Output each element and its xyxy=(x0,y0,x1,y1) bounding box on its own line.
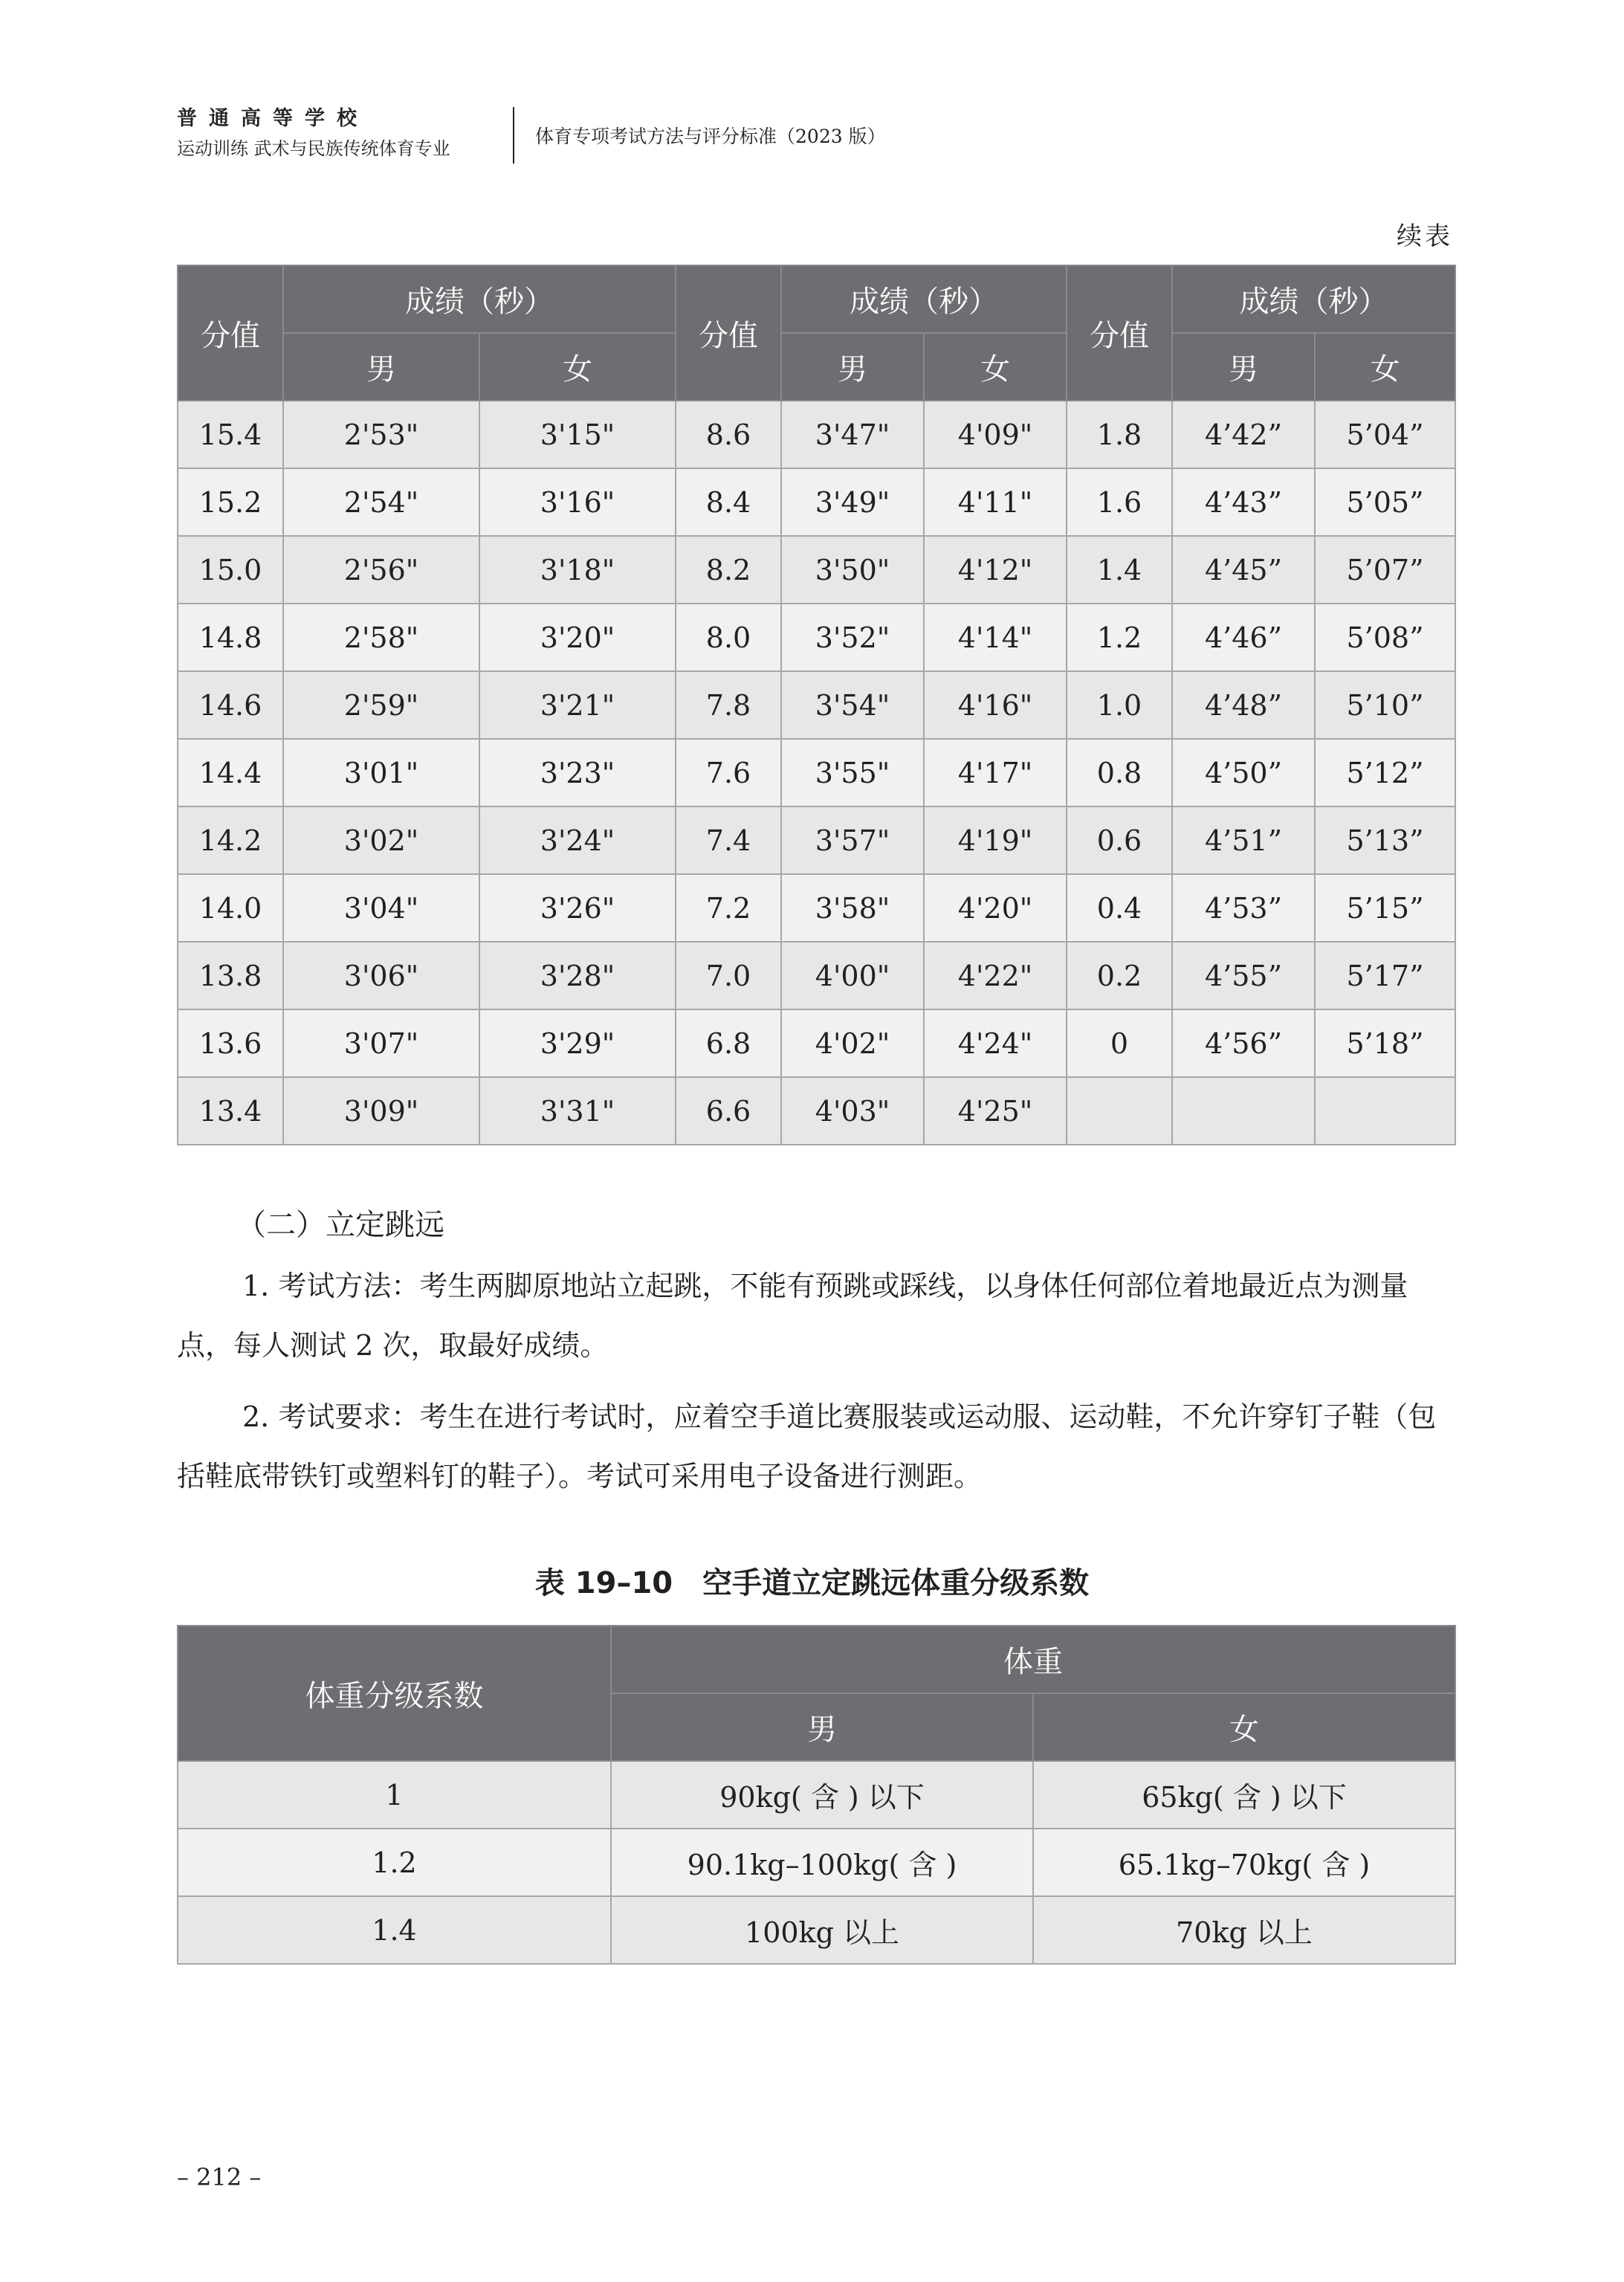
header-score: 分值 xyxy=(1067,265,1172,401)
paragraph-method: 1. 考试方法：考生两脚原地站立起跳，不能有预跳或踩线，以身体任何部位着地最近点为测量点，每人测试 2 次，取最好成绩。 xyxy=(177,1270,1408,1362)
table-cell: 3'52" xyxy=(781,604,924,671)
table-caption: 表 19–10 空手道立定跳远体重分级系数 xyxy=(534,1566,1090,1600)
table-cell: 4'22" xyxy=(924,942,1067,1009)
table-cell: 1.2 xyxy=(178,1829,611,1896)
table-cell: 4'09" xyxy=(924,401,1067,468)
table-cell: 2'59" xyxy=(283,671,479,739)
table-cell: 2'53" xyxy=(283,401,479,468)
table-row xyxy=(178,874,1455,942)
table-cell: 14.4 xyxy=(178,739,283,807)
table-cell: 4'12" xyxy=(924,536,1067,604)
table-cell: 4'25" xyxy=(924,1077,1067,1145)
table-cell: 3'18" xyxy=(479,536,676,604)
table-cell: 6.6 xyxy=(676,1077,781,1145)
table-cell: 3'23" xyxy=(479,739,676,807)
table-cell: 3'07" xyxy=(283,1009,479,1077)
table-cell: 4’53” xyxy=(1172,874,1315,942)
table-cell: 1.8 xyxy=(1067,401,1172,468)
table-row xyxy=(178,604,1455,671)
table-cell: 4’45” xyxy=(1172,536,1315,604)
table-cell: 3'20" xyxy=(479,604,676,671)
table-cell: 3'02" xyxy=(283,807,479,874)
table-cell: 3'09" xyxy=(283,1077,479,1145)
table-cell xyxy=(1172,1077,1315,1145)
table-cell: 3'15" xyxy=(479,401,676,468)
table-cell: 5’08” xyxy=(1315,604,1455,671)
table-row xyxy=(178,807,1455,874)
table-cell: 8.0 xyxy=(676,604,781,671)
table-cell: 1.4 xyxy=(178,1896,611,1964)
table-cell: 90kg( 含 ) 以下 xyxy=(611,1761,1033,1829)
header-male: 男 xyxy=(781,333,924,401)
header-male: 男 xyxy=(283,333,479,401)
header-result: 成绩（秒） xyxy=(1172,265,1455,333)
table-cell: 3'06" xyxy=(283,942,479,1009)
header-female: 女 xyxy=(924,333,1067,401)
table-cell: 8.2 xyxy=(676,536,781,604)
header-left xyxy=(177,106,504,162)
weight-table-header-row xyxy=(178,1626,1455,1693)
header-coefficient: 体重分级系数 xyxy=(178,1626,611,1761)
table-cell: 7.2 xyxy=(676,874,781,942)
header-major-line: 运动训练 武术与民族传统体育专业 xyxy=(177,138,450,159)
table-cell: 90.1kg–100kg( 含 ) xyxy=(611,1829,1033,1896)
table-cell: 3'49" xyxy=(781,468,924,536)
table-cell: 13.6 xyxy=(178,1009,283,1077)
table-cell: 0.8 xyxy=(1067,739,1172,807)
table-cell: 3'47" xyxy=(781,401,924,468)
table-cell: 2'56" xyxy=(283,536,479,604)
table-cell: 1.6 xyxy=(1067,468,1172,536)
table-cell: 3'21" xyxy=(479,671,676,739)
table-cell: 1.4 xyxy=(1067,536,1172,604)
table-cell: 4’50” xyxy=(1172,739,1315,807)
header-female: 女 xyxy=(1033,1693,1455,1761)
table-cell: 5’05” xyxy=(1315,468,1455,536)
table-cell: 4’42” xyxy=(1172,401,1315,468)
score-table-subheader-row xyxy=(178,333,1455,401)
table-cell: 2'58" xyxy=(283,604,479,671)
table-cell: 15.0 xyxy=(178,536,283,604)
header-female: 女 xyxy=(479,333,676,401)
table-cell: 4'16" xyxy=(924,671,1067,739)
header-female: 女 xyxy=(1315,333,1455,401)
header-result: 成绩（秒） xyxy=(781,265,1067,333)
table-cell: 5’17” xyxy=(1315,942,1455,1009)
table-cell: 15.2 xyxy=(178,468,283,536)
table-cell: 4’56” xyxy=(1172,1009,1315,1077)
table-cell: 5’12” xyxy=(1315,739,1455,807)
table-cell: 1.2 xyxy=(1067,604,1172,671)
header-book-title: 体育专项考试方法与评分标准（2023 版） xyxy=(535,126,886,147)
score-table-header-row xyxy=(178,265,1455,333)
header-score: 分值 xyxy=(676,265,781,401)
table-cell: 0 xyxy=(1067,1009,1172,1077)
table-cell: 4'24" xyxy=(924,1009,1067,1077)
table-row xyxy=(178,468,1455,536)
table-cell: 4’55” xyxy=(1172,942,1315,1009)
table-cell: 3'01" xyxy=(283,739,479,807)
table-cell: 3'57" xyxy=(781,807,924,874)
table-row xyxy=(178,536,1455,604)
table-cell: 3'31" xyxy=(479,1077,676,1145)
paragraph-requirements: 2. 考试要求：考生在进行考试时，应着空手道比赛服装或运动服、运动鞋，不允许穿钉子鞋（包括鞋底带铁钉或塑料钉的鞋子）。考试可采用电子设备进行测距。 xyxy=(177,1400,1437,1493)
table-cell: 70kg 以上 xyxy=(1033,1896,1455,1964)
table-cell: 4'19" xyxy=(924,807,1067,874)
table-cell: 14.8 xyxy=(178,604,283,671)
table-cell: 3'55" xyxy=(781,739,924,807)
table-cell: 3'54" xyxy=(781,671,924,739)
table-cell: 5’04” xyxy=(1315,401,1455,468)
table-cell xyxy=(1315,1077,1455,1145)
table-cell: 5’15” xyxy=(1315,874,1455,942)
table-cell: 0.2 xyxy=(1067,942,1172,1009)
table-row xyxy=(178,1761,1455,1829)
table-row xyxy=(178,671,1455,739)
header-divider xyxy=(513,107,514,164)
table-cell: 14.2 xyxy=(178,807,283,874)
table-cell: 2'54" xyxy=(283,468,479,536)
table-cell: 1 xyxy=(178,1761,611,1829)
table-cell: 14.0 xyxy=(178,874,283,942)
table-row xyxy=(178,1896,1455,1964)
continued-table-label: 续表 xyxy=(1397,222,1453,251)
table-cell: 4'02" xyxy=(781,1009,924,1077)
table-cell: 0.4 xyxy=(1067,874,1172,942)
table-cell: 4’46” xyxy=(1172,604,1315,671)
table-cell: 8.4 xyxy=(676,468,781,536)
table-cell: 65.1kg–70kg( 含 ) xyxy=(1033,1829,1455,1896)
weight-coefficient-table xyxy=(177,1625,1456,1965)
table-cell: 4'03" xyxy=(781,1077,924,1145)
table-cell: 0.6 xyxy=(1067,807,1172,874)
table-cell: 15.4 xyxy=(178,401,283,468)
table-cell: 8.6 xyxy=(676,401,781,468)
table-row xyxy=(178,401,1455,468)
table-cell: 4’51” xyxy=(1172,807,1315,874)
table-cell: 14.6 xyxy=(178,671,283,739)
header-school-line: 普通高等学校 xyxy=(177,107,369,130)
table-cell: 7.6 xyxy=(676,739,781,807)
score-table xyxy=(177,265,1456,1145)
header-result: 成绩（秒） xyxy=(283,265,676,333)
header-male: 男 xyxy=(611,1693,1033,1761)
header-score: 分值 xyxy=(178,265,283,401)
table-row xyxy=(178,1077,1455,1145)
table-cell: 3'50" xyxy=(781,536,924,604)
header-weight: 体重 xyxy=(611,1626,1455,1693)
table-row xyxy=(178,1829,1455,1896)
table-cell: 5’18” xyxy=(1315,1009,1455,1077)
table-cell: 4'20" xyxy=(924,874,1067,942)
table-cell: 1.0 xyxy=(1067,671,1172,739)
table-cell: 65kg( 含 ) 以下 xyxy=(1033,1761,1455,1829)
table-cell: 5’07” xyxy=(1315,536,1455,604)
table-cell: 7.4 xyxy=(676,807,781,874)
table-cell: 3'28" xyxy=(479,942,676,1009)
table-cell: 5’13” xyxy=(1315,807,1455,874)
table-cell: 3'26" xyxy=(479,874,676,942)
table-cell: 4’43” xyxy=(1172,468,1315,536)
running-header xyxy=(177,106,1455,165)
table-cell: 4'14" xyxy=(924,604,1067,671)
header-male: 男 xyxy=(1172,333,1315,401)
table-cell: 4’48” xyxy=(1172,671,1315,739)
table-row xyxy=(178,739,1455,807)
table-cell: 3'24" xyxy=(479,807,676,874)
table-cell: 7.0 xyxy=(676,942,781,1009)
table-cell: 4'11" xyxy=(924,468,1067,536)
section-heading: （二）立定跳远 xyxy=(236,1208,444,1242)
table-cell: 7.8 xyxy=(676,671,781,739)
table-cell: 3'58" xyxy=(781,874,924,942)
table-cell: 3'04" xyxy=(283,874,479,942)
table-cell: 6.8 xyxy=(676,1009,781,1077)
table-cell: 3'16" xyxy=(479,468,676,536)
table-cell: 13.8 xyxy=(178,942,283,1009)
table-row xyxy=(178,942,1455,1009)
table-cell: 3'29" xyxy=(479,1009,676,1077)
page-number: – 212 – xyxy=(177,2163,262,2191)
table-cell xyxy=(1067,1077,1172,1145)
table-row xyxy=(178,1009,1455,1077)
table-cell: 100kg 以上 xyxy=(611,1896,1033,1964)
table-cell: 13.4 xyxy=(178,1077,283,1145)
table-cell: 4'00" xyxy=(781,942,924,1009)
table-cell: 4'17" xyxy=(924,739,1067,807)
table-cell: 5’10” xyxy=(1315,671,1455,739)
